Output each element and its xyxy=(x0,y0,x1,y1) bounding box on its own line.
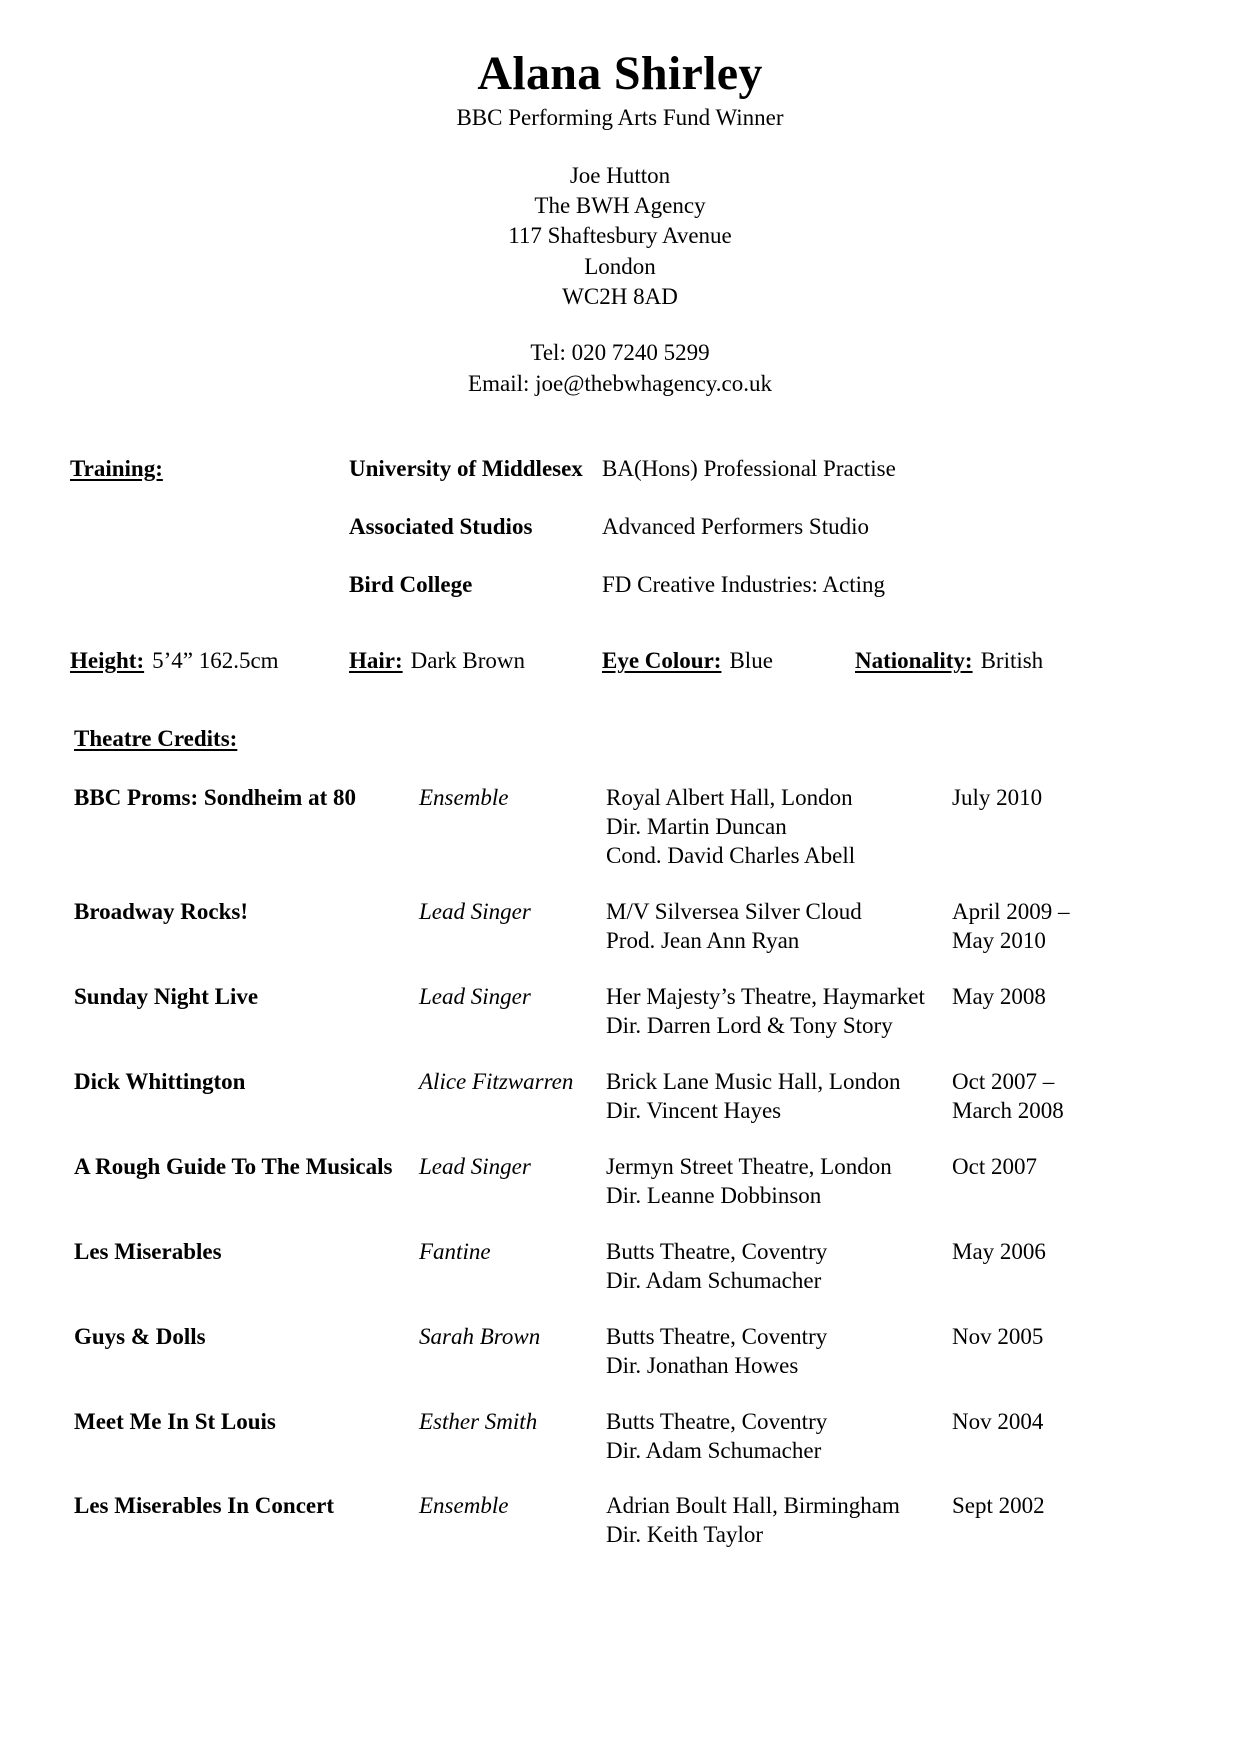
credit-venue-line: Butts Theatre, Coventry xyxy=(606,1238,828,1264)
training-course: FD Creative Industries: Acting xyxy=(602,572,885,598)
eye-colour-label: Eye Colour: xyxy=(602,648,722,673)
credit-venue xyxy=(606,1238,952,1296)
credit-date xyxy=(952,983,1194,1012)
table-row xyxy=(74,983,1194,1041)
theatre-credits-section xyxy=(0,726,1240,1550)
credit-date xyxy=(952,898,1194,956)
height-value: 5’4” 162.5cm xyxy=(152,648,279,673)
agent-contact-name: Joe Hutton xyxy=(569,162,671,188)
table-row xyxy=(74,784,1194,871)
credit-date-line: Oct 2007 – xyxy=(952,1068,1055,1094)
hair-label: Hair: xyxy=(349,648,403,673)
credit-production: BBC Proms: Sondheim at 80 xyxy=(74,785,356,810)
table-row xyxy=(74,1408,1194,1466)
document-header xyxy=(0,0,1240,399)
credit-date xyxy=(952,1153,1194,1182)
credit-date xyxy=(952,1238,1194,1267)
page-title: Alana Shirley xyxy=(477,47,763,100)
credit-date xyxy=(952,1408,1194,1437)
nationality-label: Nationality: xyxy=(855,648,973,673)
stat-nationality xyxy=(855,648,1180,674)
credit-date-line: Nov 2005 xyxy=(952,1323,1044,1349)
table-row xyxy=(74,1068,1194,1126)
email-line: Email: joe@thebwhagency.co.uk xyxy=(468,370,772,396)
credit-venue-line: Brick Lane Music Hall, London xyxy=(606,1068,901,1094)
stat-eye-colour xyxy=(602,648,855,674)
credit-venue xyxy=(606,1153,952,1211)
credit-venue xyxy=(606,1323,952,1381)
credit-conductor-line: Cond. David Charles Abell xyxy=(606,842,856,868)
height-label: Height: xyxy=(70,648,145,673)
credit-venue-line: Royal Albert Hall, London xyxy=(606,785,853,810)
agent-address-block xyxy=(0,161,1240,313)
subtitle-award: BBC Performing Arts Fund Winner xyxy=(456,104,784,130)
training-row xyxy=(70,571,1180,600)
agent-street: 117 Shaftesbury Avenue xyxy=(508,223,732,249)
credit-date xyxy=(952,1323,1194,1352)
credit-venue-line: M/V Silversea Silver Cloud xyxy=(606,898,862,924)
credit-venue xyxy=(606,1492,952,1550)
credit-director-line: Dir. Darren Lord & Tony Story xyxy=(606,1012,893,1038)
training-label-text: Training: xyxy=(70,456,163,482)
credit-director-line: Dir. Leanne Dobbinson xyxy=(606,1182,822,1208)
credit-role: Fantine xyxy=(419,1238,491,1264)
credit-production: Dick Whittington xyxy=(74,1068,246,1094)
credit-role: Esther Smith xyxy=(419,1408,538,1434)
credit-venue xyxy=(606,1068,952,1126)
credit-role: Sarah Brown xyxy=(419,1323,541,1349)
credit-role: Ensemble xyxy=(419,785,509,810)
nationality-value: British xyxy=(980,648,1044,673)
credit-venue xyxy=(606,1408,952,1466)
telephone-line: Tel: 020 7240 5299 xyxy=(530,340,710,366)
credit-date-line: April 2009 – xyxy=(952,898,1070,924)
theatre-credits-heading-text: Theatre Credits: xyxy=(74,726,238,751)
credit-venue-line: Butts Theatre, Coventry xyxy=(606,1408,828,1434)
table-row xyxy=(74,1492,1194,1550)
credit-role: Lead Singer xyxy=(419,898,531,924)
credit-role: Lead Singer xyxy=(419,1153,531,1179)
training-row xyxy=(70,455,1180,484)
credit-date-line: May 2006 xyxy=(952,1238,1046,1264)
credit-date-line: Oct 2007 xyxy=(952,1153,1037,1179)
credit-director-line: Dir. Vincent Hayes xyxy=(606,1097,782,1123)
credit-date-line: May 2010 xyxy=(952,927,1046,953)
credit-production: Guys & Dolls xyxy=(74,1323,206,1349)
credit-venue-line: Adrian Boult Hall, Birmingham xyxy=(606,1493,900,1519)
credit-venue-line: Butts Theatre, Coventry xyxy=(606,1323,828,1349)
credit-date-line: May 2008 xyxy=(952,983,1046,1009)
credit-venue-line: Her Majesty’s Theatre, Haymarket xyxy=(606,983,925,1009)
agent-city: London xyxy=(584,253,656,279)
training-school: Bird College xyxy=(349,572,473,598)
credit-date-line: March 2008 xyxy=(952,1097,1064,1123)
credit-date-line: July 2010 xyxy=(952,785,1043,810)
physical-stats-row xyxy=(0,648,1240,674)
credit-director-line: Dir. Keith Taylor xyxy=(606,1522,764,1548)
credit-production: Sunday Night Live xyxy=(74,983,259,1009)
credit-role: Alice Fitzwarren xyxy=(419,1068,574,1094)
credit-date xyxy=(952,784,1194,813)
credit-production: Broadway Rocks! xyxy=(74,898,249,924)
stat-hair xyxy=(349,648,602,674)
credit-date-line: Nov 2004 xyxy=(952,1408,1044,1434)
eye-colour-value: Blue xyxy=(729,648,773,673)
training-course: Advanced Performers Studio xyxy=(602,514,869,540)
training-school: University of Middlesex xyxy=(349,456,583,482)
credit-role: Lead Singer xyxy=(419,983,531,1009)
credit-date xyxy=(952,1492,1194,1521)
credit-venue xyxy=(606,784,952,871)
credit-date-line: Sept 2002 xyxy=(952,1493,1045,1519)
credit-director-line: Dir. Martin Duncan xyxy=(606,813,787,839)
credit-venue-line: Jermyn Street Theatre, London xyxy=(606,1153,892,1179)
hair-value: Dark Brown xyxy=(410,648,525,673)
credit-director-line: Dir. Jonathan Howes xyxy=(606,1352,799,1378)
credit-venue xyxy=(606,898,952,956)
table-row xyxy=(74,1323,1194,1381)
agent-postcode: WC2H 8AD xyxy=(562,284,678,310)
training-school: Associated Studios xyxy=(349,514,533,540)
credit-role: Ensemble xyxy=(419,1493,509,1519)
table-row xyxy=(74,898,1194,956)
theatre-credits-heading xyxy=(74,726,1194,752)
credit-venue xyxy=(606,983,952,1041)
table-row xyxy=(74,1238,1194,1296)
contact-details-block xyxy=(0,338,1240,399)
stat-height xyxy=(70,648,349,674)
credit-production: A Rough Guide To The Musicals xyxy=(74,1153,393,1179)
credit-production: Meet Me In St Louis xyxy=(74,1408,276,1434)
credit-production: Les Miserables xyxy=(74,1238,222,1264)
credit-director-line: Dir. Adam Schumacher xyxy=(606,1437,822,1463)
credit-director-line: Prod. Jean Ann Ryan xyxy=(606,927,800,953)
credit-director-line: Dir. Adam Schumacher xyxy=(606,1267,822,1293)
credit-production: Les Miserables In Concert xyxy=(74,1493,334,1519)
training-row xyxy=(70,513,1180,542)
agent-agency-name: The BWH Agency xyxy=(534,192,706,218)
training-section xyxy=(0,455,1240,600)
table-row xyxy=(74,1153,1194,1211)
training-course: BA(Hons) Professional Practise xyxy=(602,456,896,482)
credit-date xyxy=(952,1068,1194,1126)
training-section-label xyxy=(70,455,349,484)
